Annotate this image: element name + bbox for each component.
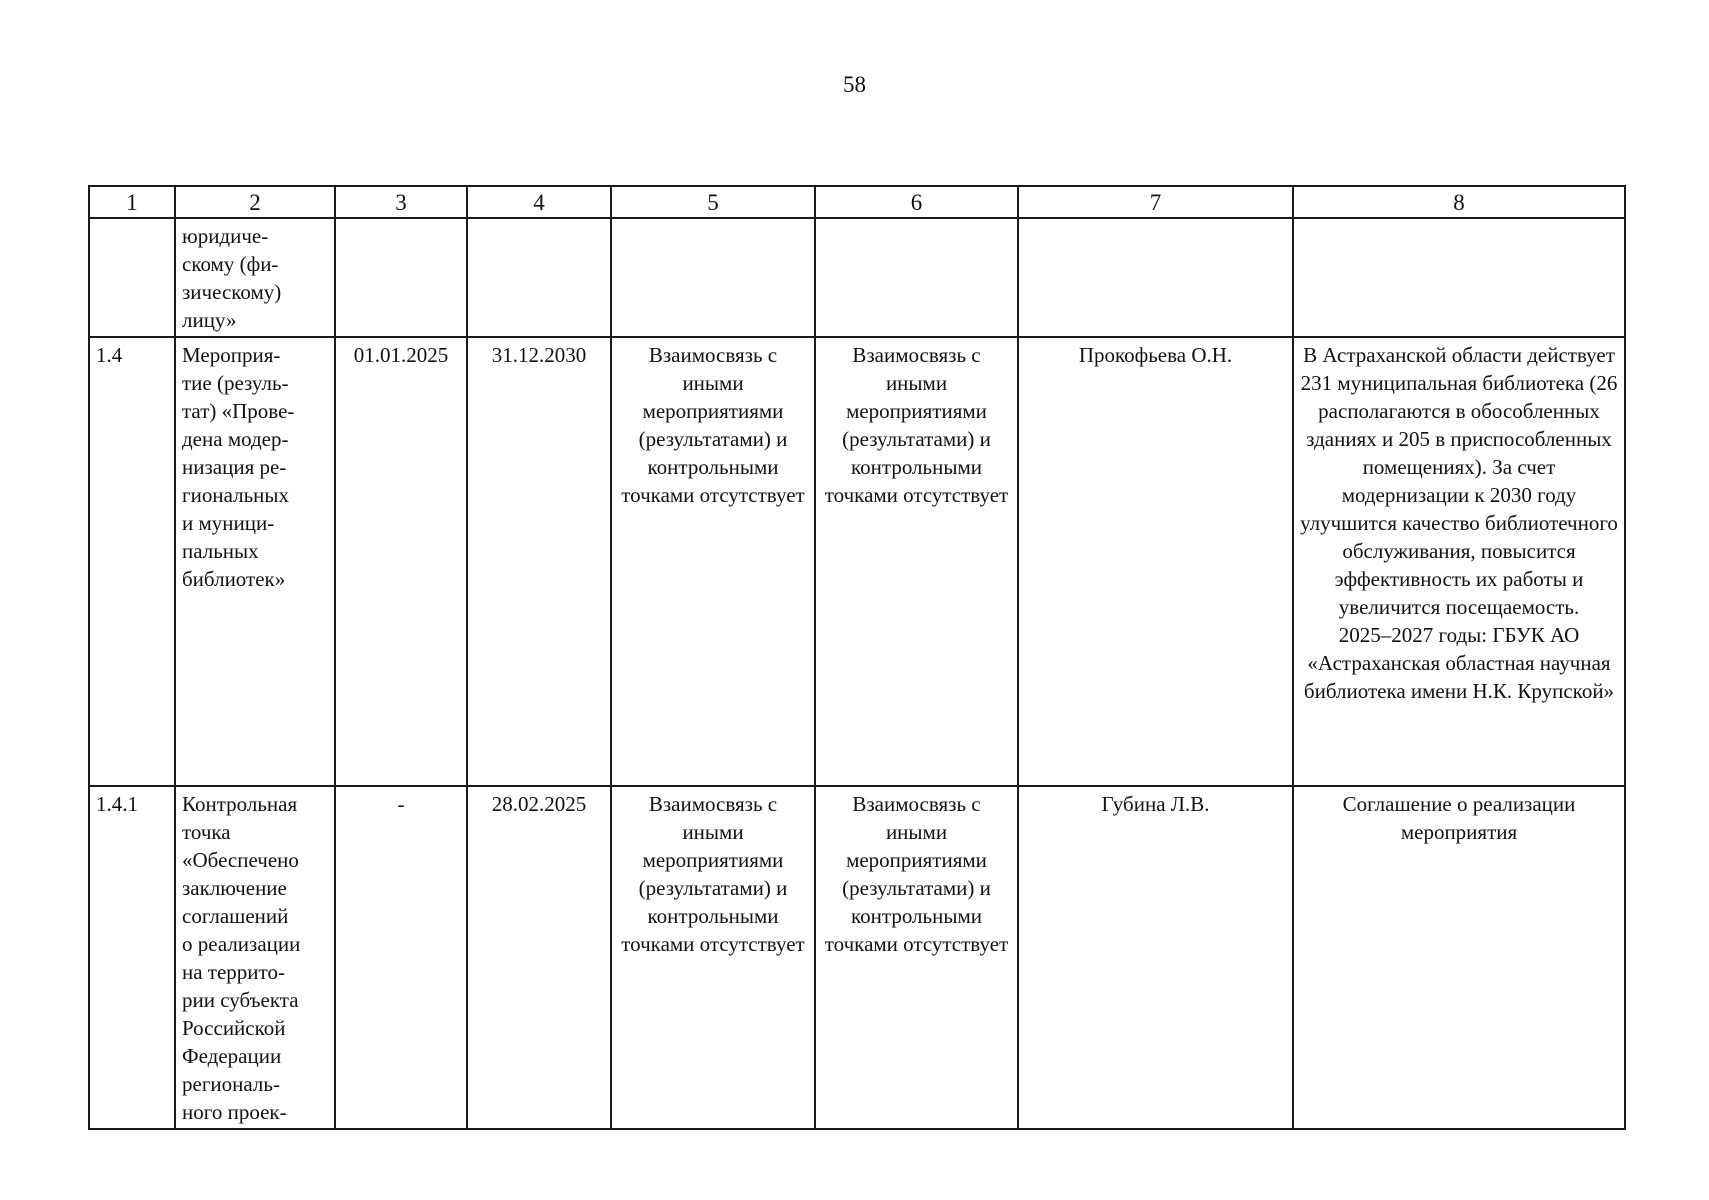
row-link-prev <box>611 218 815 337</box>
table-row <box>89 218 1625 337</box>
row-number: 1.4 <box>89 337 175 786</box>
row-end-date: 31.12.2030 <box>467 337 611 786</box>
table-header-row <box>89 186 1625 218</box>
row-responsible <box>1018 218 1293 337</box>
row-responsible: Губина Л.В. <box>1018 786 1293 1129</box>
column-header: 7 <box>1018 186 1293 218</box>
row-link-next <box>815 218 1018 337</box>
row-responsible: Прокофьева О.Н. <box>1018 337 1293 786</box>
column-header: 6 <box>815 186 1018 218</box>
row-description <box>1293 218 1625 337</box>
row-end-date: 28.02.2025 <box>467 786 611 1129</box>
row-start-date <box>335 218 467 337</box>
plan-table <box>88 185 1626 1130</box>
row-start-date: 01.01.2025 <box>335 337 467 786</box>
row-description: Соглашение о реализации мероприятия <box>1293 786 1625 1129</box>
row-name: юридиче- скому (фи- зическому) лицу» <box>175 218 335 337</box>
row-start-date: - <box>335 786 467 1129</box>
table-row <box>89 337 1625 786</box>
row-link-prev: Взаимосвязь с иными мероприятиями (результатами) и контрольными точками отсутствует <box>611 786 815 1129</box>
row-number <box>89 218 175 337</box>
row-link-next: Взаимосвязь с иными мероприятиями (результатами) и контрольными точками отсутствует <box>815 337 1018 786</box>
column-header: 3 <box>335 186 467 218</box>
row-name: Контрольная точка «Обеспечено заключение соглашений о реализации на террито- рии субъекта Российской Федерации региональ- ного проек- <box>175 786 335 1129</box>
row-link-next: Взаимосвязь с иными мероприятиями (результатами) и контрольными точками отсутствует <box>815 786 1018 1129</box>
row-description: В Астраханской области действует 231 муниципальная библиотека (26 располагаются в обособленных зданиях и 205 в приспособленных помещениях). За счет модернизации к 2030 году улучшится качество библиотечного обслуживания, повысится эффективность их работы и увеличится посещаемость. 2025–2027 годы: ГБУК АО «Астраханская областная научная библиотека имени Н.К. Крупской» <box>1293 337 1625 786</box>
column-header: 2 <box>175 186 335 218</box>
page-number: 58 <box>843 72 866 97</box>
column-header: 5 <box>611 186 815 218</box>
column-header: 4 <box>467 186 611 218</box>
row-link-prev: Взаимосвязь с иными мероприятиями (результатами) и контрольными точками отсутствует <box>611 337 815 786</box>
table-row <box>89 786 1625 1129</box>
row-end-date <box>467 218 611 337</box>
row-name: Мероприя- тие (резуль- тат) «Прове- дена модер- низация ре- гиональных и муници- пальных библиотек» <box>175 337 335 786</box>
column-header: 1 <box>89 186 175 218</box>
row-number: 1.4.1 <box>89 786 175 1129</box>
column-header: 8 <box>1293 186 1625 218</box>
